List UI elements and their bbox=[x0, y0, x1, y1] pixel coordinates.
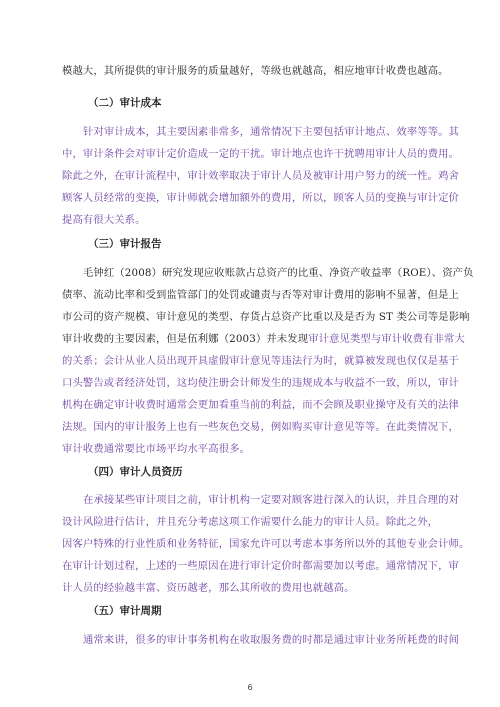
text-line bbox=[62, 372, 459, 394]
text-line bbox=[62, 350, 459, 372]
paragraph-auditor-qualification bbox=[62, 489, 470, 599]
text-line bbox=[62, 121, 460, 143]
text-line bbox=[62, 416, 459, 438]
text-line bbox=[62, 60, 450, 82]
text-run: 在审计计划过程，上述的一些原因在进行审计定价时都需要加以考虑。通常情况下，审 bbox=[62, 560, 459, 572]
text-run: 模越大，其所提供的审计服务的质量越好，等级也就越高，相应地审计收费也越高。 bbox=[62, 65, 449, 77]
text-run: 因客户特殊的行业性质和业务特征，国家允许可以考虑本事务所以外的其他专业会计师。 bbox=[62, 538, 470, 550]
section-heading-audit-report: （三）审计报告 bbox=[88, 238, 162, 250]
text-line bbox=[62, 262, 474, 284]
paragraph-audit-cost bbox=[62, 121, 460, 231]
text-line bbox=[62, 306, 470, 328]
text-run: 审计收费通常要比市场平均水平高很多。 bbox=[62, 443, 251, 455]
text-line bbox=[62, 394, 459, 416]
text-line bbox=[62, 555, 459, 577]
text-line bbox=[62, 511, 450, 533]
section-heading-auditor-qualification: （四）审计人员资历 bbox=[88, 466, 183, 478]
text-run: 设计风险进行估计，并且充分考虑这项工作需要什么能力的审计人员。除此之外， bbox=[62, 516, 439, 528]
text-run: 审计收费的主要因素，但是伍利娜（2003）并未发现 bbox=[62, 333, 309, 345]
text-line bbox=[62, 209, 450, 231]
text-line bbox=[62, 143, 459, 165]
text-run: 提高有很大关系。 bbox=[62, 214, 146, 226]
text-run: 市公司的资产规模、审计意见的类型、存货占总资产比重以及是否为 ST 类公司等是影响 bbox=[62, 311, 470, 323]
text-run: 债率、流动比率和受到监管部门的处罚或谴责与否等对审计费用的影响不显著，但是上 bbox=[62, 289, 459, 301]
section-heading-audit-cost: （二）审计成本 bbox=[88, 97, 162, 109]
paragraph-continued bbox=[62, 60, 450, 82]
text-run: 审计意见类型与审计收费有非常大 bbox=[308, 333, 465, 345]
text-run: 计人员的经验越丰富、资历越老，那么其所收的费用也就越高。 bbox=[62, 582, 355, 594]
text-run: 口头警告或者经济处罚，这均使注册会计师发生的违规成本与收益不一致，所以，审计 bbox=[62, 377, 459, 389]
text-line bbox=[62, 577, 450, 599]
text-run: 通常来讲，很多的审计事务机构在收取服务费的时都是通过审计业务所耗费的时间 bbox=[83, 634, 460, 646]
paragraph-audit-period bbox=[62, 629, 460, 651]
text-line bbox=[62, 284, 459, 306]
section-heading-audit-period: （五）审计周期 bbox=[88, 605, 162, 617]
text-run: 的关系；会计从业人员出现开具虚假审计意见等违法行为时，就算被发现也仅仅是基于 bbox=[62, 355, 459, 367]
text-run: 中，审计条件会对审计定价造成一定的干扰。审计地点也许干扰聘用审计人员的费用。 bbox=[62, 148, 459, 160]
text-run: 除此之外，在审计流程中，审计效率取决于审计人员及被审计用户努力的统一性。鸡舍 bbox=[62, 170, 459, 182]
text-run: 顾客人员经常的变换，审计师就会增加额外的费用，所以，顾客人员的变换与审计定价 bbox=[62, 192, 459, 204]
text-line bbox=[62, 438, 450, 460]
text-run: 毛钟红（2008）研究发现应收账款占总资产的比重、净资产收益率（ROE）、资产负 bbox=[83, 267, 474, 279]
text-run: 在承接某些审计项目之前，审计机构一定要对顾客进行深入的认识，并且合理的对 bbox=[83, 494, 460, 506]
text-line bbox=[62, 489, 460, 511]
text-line bbox=[62, 328, 465, 350]
paragraph-audit-report bbox=[62, 262, 474, 460]
text-line bbox=[62, 165, 459, 187]
text-line bbox=[62, 629, 460, 651]
page-number: 6 bbox=[247, 683, 253, 692]
text-run: 法规。国内的审计服务上也有一些灰色交易，例如购买审计意见等等。在此类情况下， bbox=[62, 421, 459, 433]
text-run: 针对审计成本，其主要因素非常多，通常情况下主要包括审计地点、效率等等。其 bbox=[83, 126, 460, 138]
text-line bbox=[62, 533, 470, 555]
text-run: 机构在确定审计收费时通常会更加看重当前的利益，而不会顾及职业操守及有关的法律 bbox=[62, 399, 459, 411]
text-line bbox=[62, 187, 459, 209]
